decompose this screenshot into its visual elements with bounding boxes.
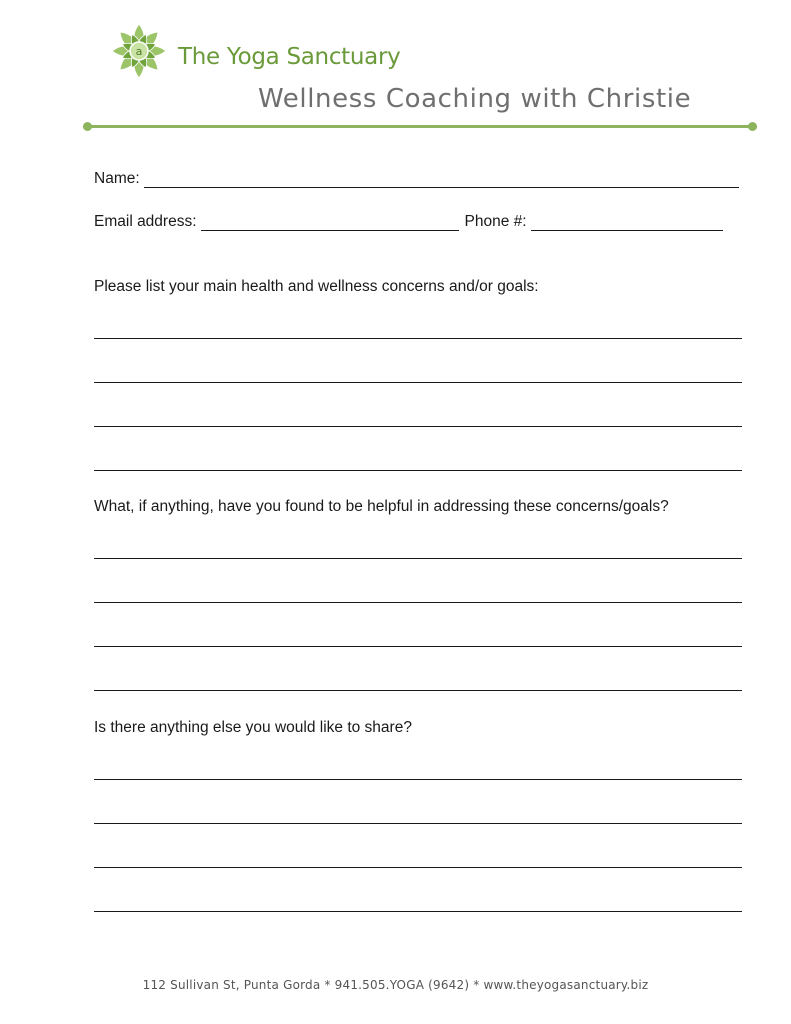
lotus-icon xyxy=(110,22,168,80)
header-divider xyxy=(87,125,753,128)
answer-line[interactable] xyxy=(94,382,742,383)
answer-line[interactable] xyxy=(94,911,742,912)
name-row xyxy=(94,166,739,188)
logo-letter: a xyxy=(135,45,143,58)
answer-line[interactable] xyxy=(94,338,742,339)
answer-line[interactable] xyxy=(94,602,742,603)
contact-row xyxy=(94,209,723,231)
page-title: Wellness Coaching with Christie xyxy=(258,84,692,114)
divider-dot-right xyxy=(748,122,757,131)
phone-field[interactable] xyxy=(531,215,723,231)
email-field[interactable] xyxy=(201,215,459,231)
answer-line[interactable] xyxy=(94,779,742,780)
answer-line[interactable] xyxy=(94,426,742,427)
question-3: Is there anything else you would like to share? xyxy=(94,719,412,736)
answer-line[interactable] xyxy=(94,867,742,868)
answer-line[interactable] xyxy=(94,646,742,647)
answer-line[interactable] xyxy=(94,470,742,471)
divider-dot-left xyxy=(83,122,92,131)
question-2: What, if anything, have you found to be helpful in addressing these concerns/goals? xyxy=(94,498,669,515)
brand-name: The Yoga Sanctuary xyxy=(178,44,401,70)
answer-line[interactable] xyxy=(94,558,742,559)
email-label: Email address: xyxy=(94,213,197,230)
name-field[interactable] xyxy=(144,172,739,188)
answer-line[interactable] xyxy=(94,823,742,824)
phone-label: Phone #: xyxy=(464,213,527,230)
footer-contact: 112 Sullivan St, Punta Gorda * 941.505.YOGA (9642) * www.theyogasanctuary.biz xyxy=(142,978,649,992)
question-1: Please list your main health and wellness concerns and/or goals: xyxy=(94,278,539,295)
answer-line[interactable] xyxy=(94,690,742,691)
name-label: Name: xyxy=(94,170,140,187)
